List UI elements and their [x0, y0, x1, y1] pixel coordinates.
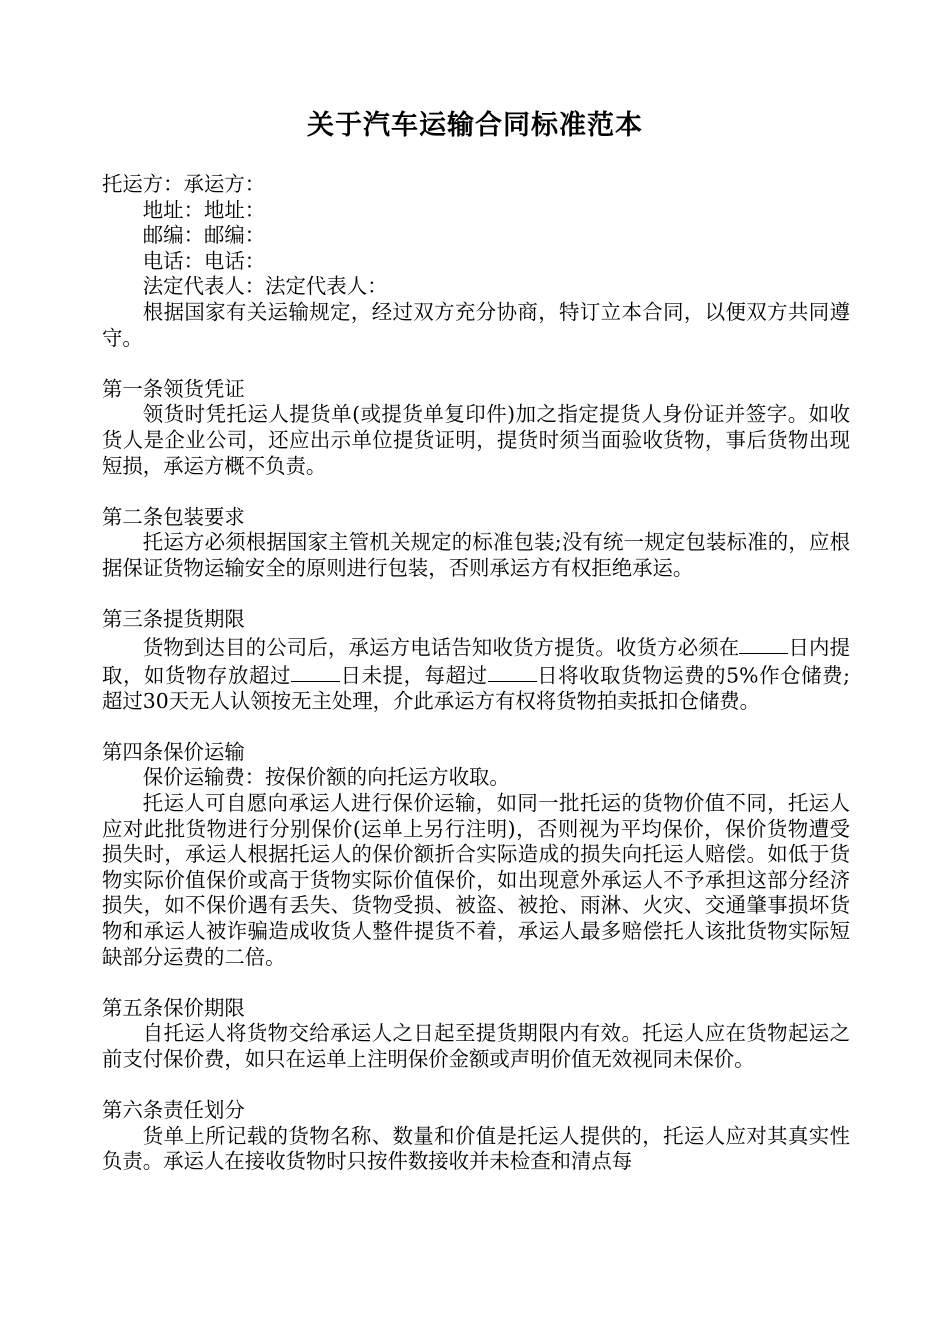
- article-2-heading: 第二条包装要求: [102, 504, 245, 529]
- header-line-representative: 法定代表人：法定代表人：: [142, 274, 388, 299]
- document-body: [102, 172, 850, 1175]
- article-3-text-2: 日内提取，如货物存放超过: [102, 635, 851, 688]
- article-1-paragraph: 领货时凭托运人提货单(或提货单复印件)加之指定提货人身份证并签字。如收货人是企业公司，还应出示单位提货证明，提货时须当面验收货物，事后货物出现短损，承运方概不负责。: [102, 402, 850, 478]
- article-4-heading: 第四条保价运输: [102, 739, 245, 764]
- article-3-text-1: 货物到达目的公司后，承运方电话告知收货方提货。收货方必须在: [142, 635, 740, 660]
- article-5-heading: 第五条保价期限: [102, 995, 245, 1020]
- article-3-paragraph: [102, 633, 850, 715]
- article-4-paragraph-2: 托运人可自愿向承运人进行保价运输，如同一批托运的货物价值不同，托运人应对此批货物进行分别保价(运单上另行注明)，否则视为平均保价，保价货物遭受损失时，承运人根据托运人的保价额折合实际造成的损失向托运人赔偿。如低于货物实际价值保价或高于货物实际价值保价，如出现意外承运人不予承担这部分经济损失，如不保价遇有丢失、货物受损、被盗、被抢、雨淋、火灾、交通肇事损坏货物和承运人被诈骗造成收货人整件提货不着，承运人最多赔偿托人该批货物实际短缺部分运费的二倍。: [102, 791, 850, 969]
- header-line-address: 地址：地址：: [142, 197, 266, 222]
- article-4-paragraph-1: 保价运输费：按保价额的向托运方收取。: [142, 765, 510, 790]
- article-3-text-3: 日未提，每超过: [339, 663, 488, 688]
- storage-days-blank: [291, 661, 340, 682]
- article-3-heading: 第三条提货期限: [102, 607, 245, 632]
- overdue-days-blank: [488, 661, 537, 682]
- article-6-paragraph: 货单上所记载的货物名称、数量和价值是托运人提供的，托运人应对其真实性负责。承运人在接收货物时只按件数接收并未检查和清点每: [102, 1123, 850, 1174]
- header-line-postcode: 邮编：邮编：: [142, 223, 266, 248]
- article-5-paragraph: 自托运人将货物交给承运人之日起至提货期限内有效。托运人应在货物起运之前支付保价费，如只在运单上注明保价金额或声明价值无效视同未保价。: [102, 1021, 850, 1071]
- header-line-parties: 托运方：承运方：: [102, 172, 266, 196]
- article-6-heading: 第六条责任划分: [102, 1098, 245, 1123]
- article-1-heading: 第一条领货凭证: [102, 376, 245, 401]
- header-line-phone: 电话：电话：: [142, 248, 266, 273]
- pickup-days-blank: [739, 633, 788, 654]
- document-title: 关于汽车运输合同标准范本: [307, 110, 643, 141]
- article-3-text-4: 日将收取货物运费的5%作仓储费;超过30天无人认领按无主处理，介此承运方有权将货物拍卖抵扣仓储费。: [102, 663, 851, 713]
- preamble-paragraph: 根据国家有关运输规定，经过双方充分协商，特订立本合同，以便双方共同遵守。: [102, 299, 850, 350]
- article-2-paragraph: 托运方必须根据国家主管机关规定的标准包装;没有统一规定包装标准的，应根据保证货物运输安全的原则进行包装，否则承运方有权拒绝承运。: [102, 530, 850, 580]
